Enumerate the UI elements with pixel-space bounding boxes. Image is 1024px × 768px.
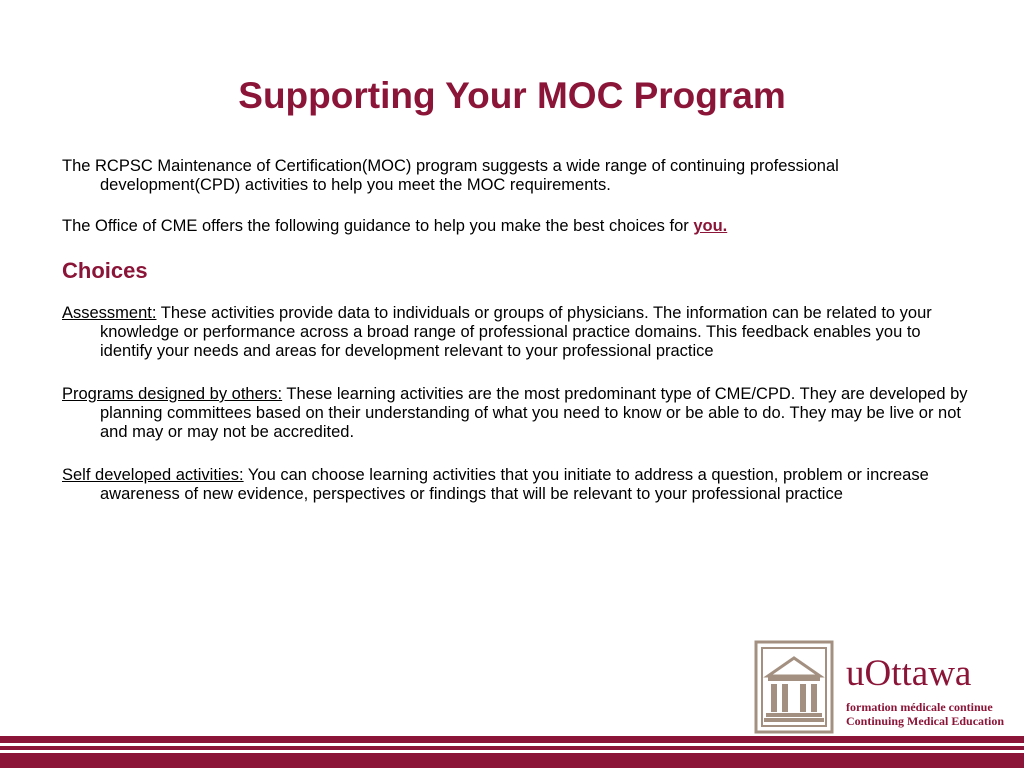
choice-label-assessment: Assessment: (62, 304, 157, 322)
you-link[interactable]: you. (693, 217, 728, 235)
university-building-icon (754, 640, 834, 734)
intro-paragraph-moc: The RCPSC Maintenance of Certification(MOC) program suggests a wide range of continuing professional development(CPD) activities to help you meet the MOC requirements. (62, 157, 839, 194)
footer-stripes (0, 736, 1024, 768)
intro-paragraph-guidance (62, 217, 972, 236)
slide-title: Supporting Your MOC Program (238, 75, 786, 116)
choice-text-self-developed: You can choose learning activities that you initiate to address a question, problem or increase awareness of new evidence, perspectives or findings that will be relevant to your professional practice (100, 466, 929, 503)
footer-stripe-top (0, 736, 1024, 743)
choice-programs (62, 385, 972, 442)
choice-text-programs: These learning activities are the most predominant type of CME/CPD. They are developed by planning committees based on their understanding of what you need to know or be able to do. They may be live or not and may or may not be accredited. (100, 385, 968, 441)
uottawa-logo (754, 640, 1014, 734)
logo-name: uOttawa (846, 653, 972, 694)
choices-heading: Choices (62, 258, 148, 283)
choice-label-self-developed: Self developed activities: (62, 466, 244, 484)
footer-stripe-middle (0, 746, 1024, 750)
guidance-text: The Office of CME offers the following guidance to help you make the best choices for (62, 217, 694, 235)
footer-stripe-bottom (0, 753, 1024, 768)
choice-text-assessment: These activities provide data to individuals or groups of physicians. The information can be related to your knowledge or performance across a broad range of professional practice domains. This feedback enables you to identify your needs and areas for development relevant to your professional practice (100, 304, 932, 360)
choice-label-programs: Programs designed by others: (62, 385, 283, 403)
slide-content (62, 157, 972, 528)
logo-text (846, 654, 1004, 728)
choice-assessment (62, 304, 972, 361)
logo-subtitle-en: Continuing Medical Education (846, 714, 1005, 728)
logo-subtitle-fr: formation médicale continue (846, 700, 993, 714)
choice-self-developed (62, 466, 972, 504)
